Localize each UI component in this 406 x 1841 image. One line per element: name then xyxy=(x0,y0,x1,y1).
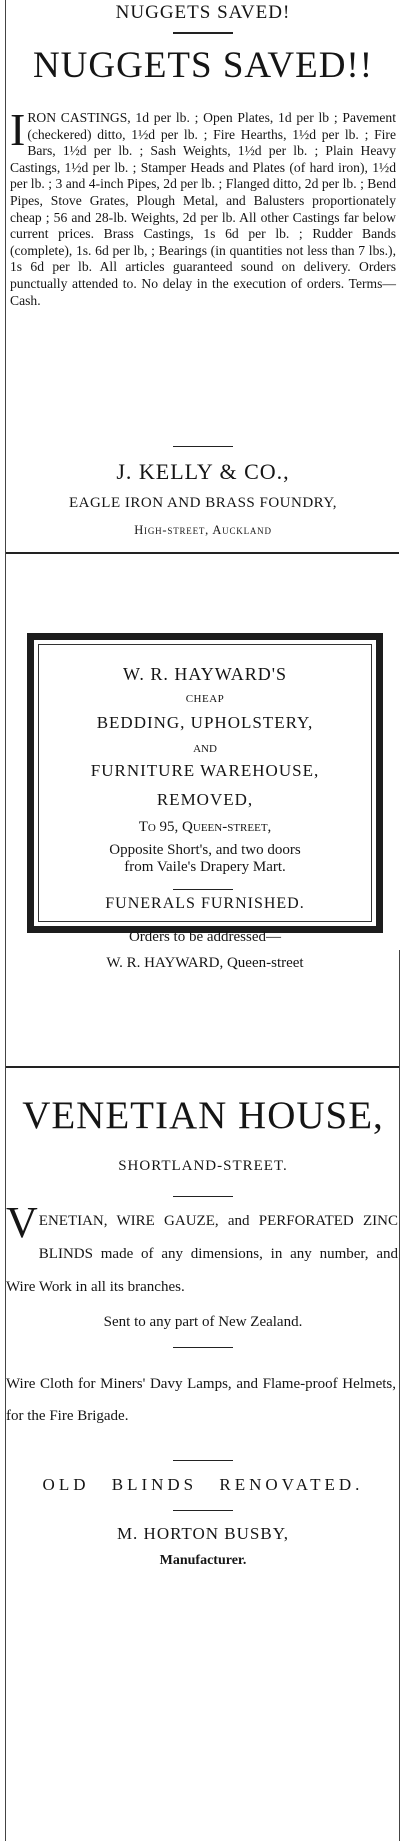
new-address: To 95, Queen-street, xyxy=(138,819,272,835)
short-rule xyxy=(173,1347,233,1348)
drop-cap: V xyxy=(6,1198,38,1247)
firm-name: J. KELLY & CO., xyxy=(116,459,290,484)
maker-name: M. HORTON BUSBY, xyxy=(116,1524,290,1543)
short-rule xyxy=(173,446,233,447)
blinds-body xyxy=(6,1198,398,1304)
short-rule xyxy=(173,1510,233,1511)
removed-line: REMOVED, xyxy=(156,790,254,809)
orders-line: Orders to be addressed— xyxy=(128,929,282,945)
drop-cap: I xyxy=(10,104,26,155)
cheap-label: CHEAP xyxy=(185,693,225,705)
advert-divider xyxy=(6,1066,399,1068)
furniture-line: FURNITURE WAREHOUSE, xyxy=(90,761,320,780)
hayward-name: W. R. HAYWARD'S xyxy=(123,664,287,684)
maker-role: Manufacturer. xyxy=(159,1553,247,1568)
foundry-name: EAGLE IRON AND BRASS FOUNDRY, xyxy=(68,495,337,511)
column-rule-right xyxy=(399,950,400,1841)
iron-castings-body xyxy=(10,104,396,309)
short-rule xyxy=(173,889,233,890)
old-blinds-line: OLD BLINDS RENOVATED. xyxy=(42,1475,364,1494)
venetian-house-title: VENETIAN HOUSE, xyxy=(22,1094,384,1137)
firm-address: High-street, Auckland xyxy=(134,523,272,537)
and-label: AND xyxy=(193,743,217,755)
opposite-line-2: from Vaile's Drapery Mart. xyxy=(124,859,286,875)
funerals-line: FUNERALS FURNISHED. xyxy=(105,895,305,912)
short-rule xyxy=(173,1196,233,1197)
sent-anywhere-line: Sent to any part of New Zealand. xyxy=(103,1314,303,1330)
wire-cloth-text: Wire Cloth for Miners' Davy Lamps, and Flame-proof Helmets, for the Fire Brigade. xyxy=(6,1376,396,1424)
nuggets-heading-small: NUGGETS SAVED! xyxy=(115,2,291,23)
shortland-street: SHORTLAND-STREET. xyxy=(118,1158,288,1174)
nuggets-heading-big: NUGGETS SAVED!! xyxy=(32,45,374,86)
hayward-address: W. R. HAYWARD, Queen-street xyxy=(106,955,304,971)
opposite-line-1: Opposite Short's, and two doors xyxy=(109,842,301,858)
opposite-note xyxy=(34,842,376,876)
iron-castings-text: RON CASTINGS, 1d per lb. ; Open Plates, 1d per lb ; Pavement (checkered) ditto, 1½d per lb. ; Fire Hearths, 1½d per lb. ; Fire Bars, 1½d per lb. ; Sash Weights, 1½d per lb. ; Plain Heavy Castings, 1½d per lb. ; Stamper Heads and Plates (of hard iron), 1½d per lb. ; 3 and 4-inch Pipes, 2d per lb. ; Flanged ditto, 2d per lb. ; Bend Pipes, Stove Grates, Plough Metal, and Balusters proportionately cheap ; 56 and 28-lb. Weights, 2d per lb. All other Castings far below current prices. Brass Castings, 1s 6d per lb. ; Rudder Bands (complete), 1s. 6d per lb, ; Bearings (in quantities not less than 7 lbs.), 1s 6d per lb. All articles guaranteed sound on delivery. Orders punctually attended to. No delay in the execution of orders. Terms—Cash. xyxy=(10,110,396,308)
advert-divider xyxy=(6,552,399,554)
short-rule xyxy=(173,1460,233,1461)
blinds-text: ENETIAN, WIRE GAUZE, and PERFORATED ZINC BLINDS made of any dimensions, in any number, and Wire Work in all its branches. xyxy=(6,1213,398,1295)
bedding-line: BEDDING, UPHOLSTERY, xyxy=(96,713,314,732)
short-rule xyxy=(173,32,233,34)
